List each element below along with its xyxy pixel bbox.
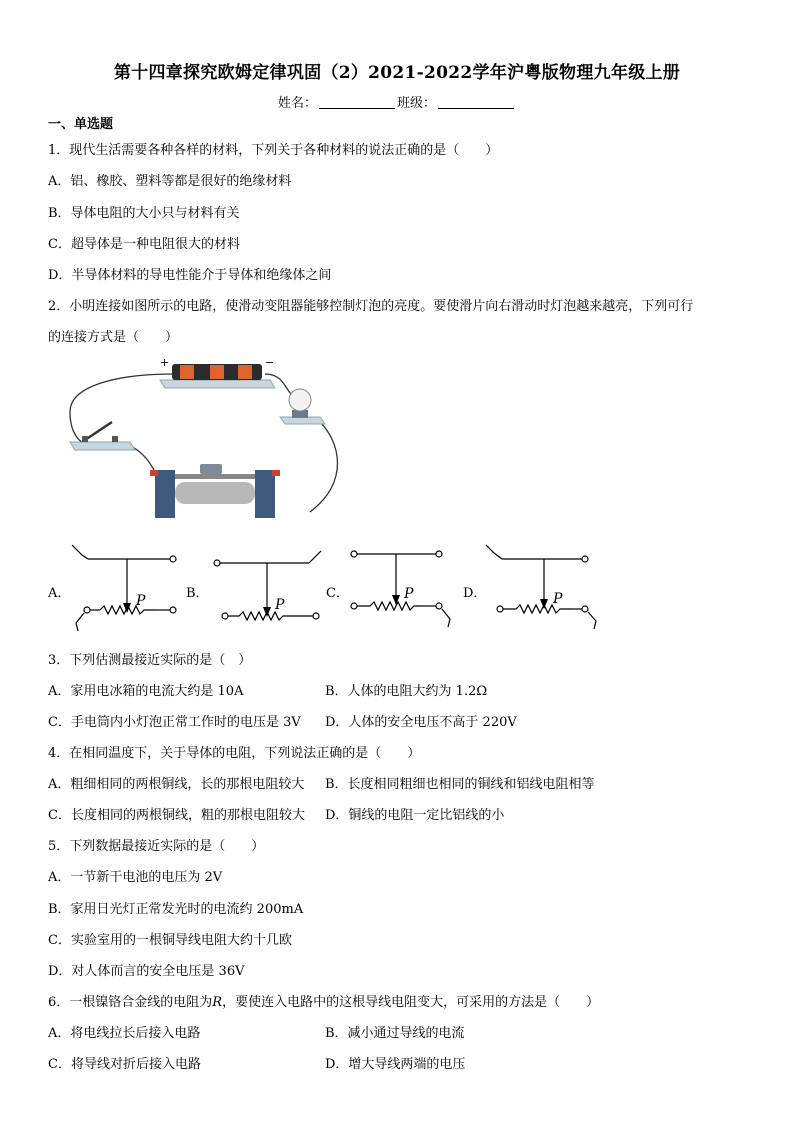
section-heading: 一、单选题 (48, 117, 114, 132)
q3-stem: 3．下列估测最接近实际的是（ ） (48, 653, 252, 668)
name-class-line (0, 92, 794, 111)
q6-option-c: C．将导线对折后接入电路 (48, 1057, 201, 1072)
bulb-icon (280, 389, 325, 424)
q5-option-b: B．家用日光灯正常发光时的电流约 200mA (48, 902, 304, 917)
q1-option-b: B．导体电阻的大小只与材料有关 (48, 206, 240, 221)
q2-stem-line1: 2．小明连接如图所示的电路，使滑动变阻器能够控制灯泡的亮度。要使滑片向右滑动时灯泡越来越亮，下列可行 (48, 299, 694, 314)
q2-option-d-diagram (484, 543, 606, 635)
q6-stem-part2: ，要使连入电路中的这根导线电阻变大，可采用的方法是（ ） (222, 995, 600, 1010)
svg-text:P: P (136, 593, 146, 609)
q5-stem: 5．下列数据最接近实际的是（ ） (48, 839, 265, 854)
q1-option-d: D．半导体材料的导电性能介于导体和绝缘体之间 (48, 268, 332, 283)
q4-option-c: C．长度相同的两根铜线，粗的那根电阻较大 (48, 808, 305, 823)
battery-plus-label: + (160, 356, 170, 369)
q5-option-c: C．实验室用的一根铜导线电阻大约十几欧 (48, 933, 292, 948)
q2-stem-line2: 的连接方式是（ ） (48, 330, 179, 345)
q6-stem (48, 991, 599, 1010)
q4-option-a: A．粗细相同的两根铜线，长的那根电阻较大 (48, 777, 305, 792)
q5-option-a: A．一节新干电池的电压为 2V (48, 870, 223, 885)
battery-minus-label: − (265, 356, 275, 369)
svg-text:P: P (275, 597, 285, 613)
circuit-illustration (60, 352, 360, 532)
q2-option-c-diagram (342, 543, 464, 635)
q6-stem-variable: R (212, 995, 223, 1010)
name-blank[interactable] (319, 96, 395, 109)
q4-option-b: B．长度相同粗细也相同的铜线和铝线电阻相等 (325, 777, 595, 792)
svg-text:P: P (553, 591, 563, 607)
q2-option-c-label: C． (326, 586, 349, 601)
class-label: 班级： (397, 96, 437, 111)
q1-option-a: A．铝、橡胶、塑料等都是很好的绝缘材料 (48, 174, 292, 189)
q6-stem-part1: 6．一根镍铬合金线的电阻为 (48, 995, 213, 1010)
q6-option-b: B．减小通过导线的电流 (325, 1026, 465, 1041)
q2-option-d-label: D． (463, 586, 487, 601)
q4-option-d: D．铜线的电阻一定比铝线的小 (325, 808, 505, 823)
switch-icon (70, 422, 135, 450)
q5-option-d: D．对人体而言的安全电压是 36V (48, 964, 245, 979)
q3-option-b: B．人体的电阻大约为 1.2Ω (325, 684, 488, 699)
q4-stem: 4．在相同温度下，关于导体的电阻，下列说法正确的是（ ） (48, 746, 421, 761)
q1-stem: 1．现代生活需要各种各样的材料，下列关于各种材料的说法正确的是（ ） (48, 143, 499, 158)
q1-option-c: C．超导体是一种电阻很大的材料 (48, 237, 240, 252)
name-label: 姓名： (277, 96, 317, 111)
svg-text:P: P (404, 586, 414, 602)
q2-option-a-diagram (66, 543, 184, 635)
class-blank[interactable] (438, 96, 514, 109)
page-title: 第十四章探究欧姆定律巩固（2）2021-2022学年沪粤版物理九年级上册 (113, 63, 681, 83)
rheostat-icon (150, 464, 280, 518)
battery-icon (172, 364, 262, 380)
q6-option-d: D．增大导线两端的电压 (325, 1057, 466, 1072)
q3-option-c: C．手电筒内小灯泡正常工作时的电压是 3V (48, 715, 301, 730)
q2-option-b-diagram (203, 543, 325, 635)
q2-option-a-label: A． (48, 586, 71, 601)
q3-option-a: A．家用电冰箱的电流大约是 10A (48, 684, 244, 699)
q6-option-a: A．将电线拉长后接入电路 (48, 1026, 201, 1041)
q3-option-d: D．人体的安全电压不高于 220V (325, 715, 517, 730)
q2-option-b-label: B． (186, 586, 209, 601)
